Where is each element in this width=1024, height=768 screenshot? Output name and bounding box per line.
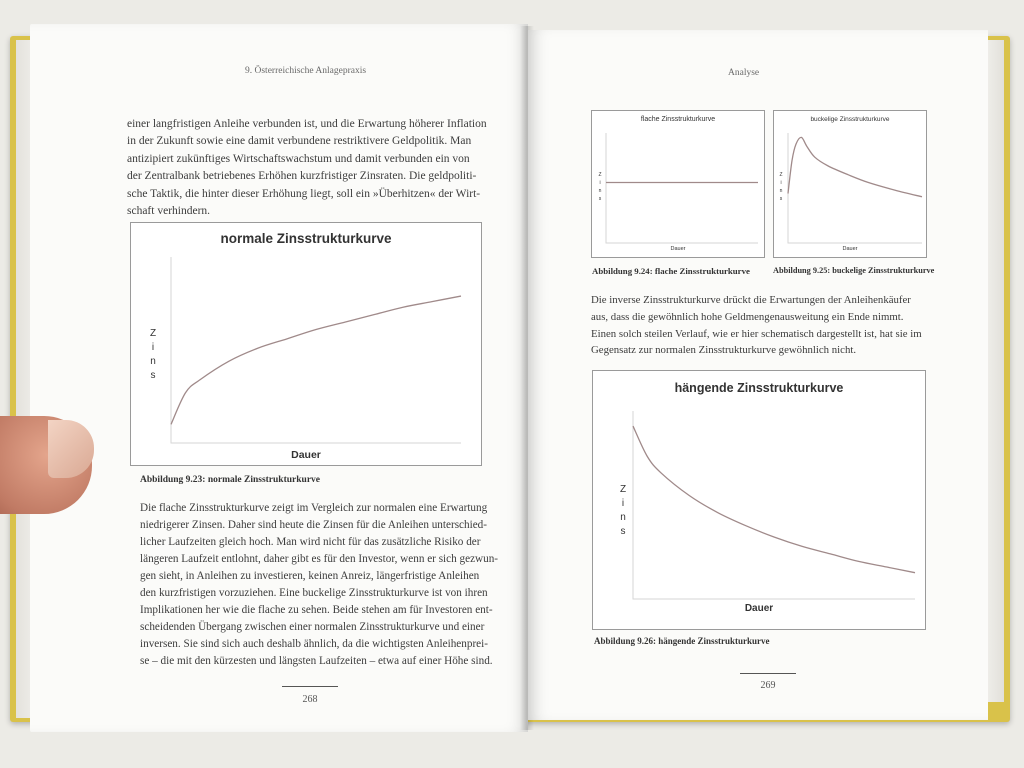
y-axis-letter: i (621, 498, 625, 509)
page-number: 269 (760, 680, 776, 691)
y-axis-letter: s (150, 370, 156, 381)
y-axis-letter: i (780, 180, 782, 186)
chart-axes (633, 411, 915, 599)
text-line: scheidenden Übergang zwischen einer normalen Zinsstrukturkurve und einer (140, 621, 485, 633)
chart-title: buckelige Zinsstrukturkurve (810, 116, 890, 123)
chart-flat (591, 110, 765, 258)
series-line (633, 426, 915, 573)
text-line: den kurzfristigen vorzuziehen. Eine buckelige Zinsstrukturkurve ist von ihren (140, 587, 488, 599)
figure-caption-inverse: Abbildung 9.26: hängende Zinsstrukturkurve (594, 636, 770, 646)
page-number-rule (740, 673, 796, 674)
y-axis-letter: s (620, 526, 626, 537)
text-line: Die flache Zinsstrukturkurve zeigt im Vergleich zur normalen eine Erwartung (140, 502, 488, 514)
paragraph-top (127, 116, 505, 220)
chart-normal (130, 222, 482, 466)
text-line: schaft verhindern. (127, 205, 211, 218)
y-axis-letter: i (599, 180, 601, 186)
y-axis-letter: n (150, 356, 156, 367)
x-axis-label: Dauer (291, 449, 321, 461)
y-axis-letter: Z (619, 484, 627, 495)
chart-plot (131, 223, 481, 465)
chart-plot (593, 371, 925, 629)
text-line: niedrigerer Zinsen. Daher sind heute die Zinsen für die Anleihen unterschied- (140, 519, 488, 531)
text-line: in der Zukunft sowie eine damit verbundene restriktivere Geldpolitik. Man (127, 135, 472, 148)
y-axis-letter: Z (598, 172, 602, 178)
figure-caption: Abbildung 9.23: normale Zinsstrukturkurve (140, 475, 321, 485)
text-line: Einen solch steilen Verlauf, wie er hier schematisch dargestellt ist, hat sie im (591, 327, 922, 340)
text-line: gen sieht, in Anleihen zu investieren, keinen Anreiz, längerfristige Anleihen (140, 570, 480, 582)
chart-plot (592, 111, 764, 257)
chart-axes (606, 133, 758, 243)
paragraph-bottom (140, 500, 514, 670)
figure-caption-flat: Abbildung 9.24: flache Zinsstrukturkurve (592, 266, 750, 276)
series-line (788, 137, 922, 196)
x-axis-label: Dauer (744, 603, 774, 614)
chart-humped (773, 110, 927, 258)
paragraph-inverse (591, 292, 925, 359)
y-axis-letter: s (779, 196, 783, 202)
text-line: licher Laufzeiten gleich hoch. Man wird nicht für das zusätzliche Risiko der (140, 536, 481, 548)
text-line: aus, dass die gewöhnlich hohe Geldmengenausweitung ein Ende nimmt. (591, 310, 904, 323)
running-head-left: 9. Österreichische Anlagepraxis (245, 66, 367, 76)
y-axis-letter: Z (149, 328, 157, 339)
y-axis-letter: i (151, 342, 155, 353)
text-line: inversen. Sie sind sich auch deshalb ähnlich, da die wichtigsten Anleihenprei- (140, 638, 488, 650)
text-line: Implikationen her wie die flache zu sehen. Beide stehen am für Investoren ent- (140, 604, 493, 616)
figure-caption-humped: Abbildung 9.25: buckelige Zinsstrukturkurve (773, 266, 935, 275)
text-line: einer langfristigen Anleihe verbunden ist, und die Erwartung höherer Inflation (127, 118, 487, 130)
page-number: 268 (302, 694, 318, 705)
text-line: sche Taktik, die hinter dieser Erhöhung liegt, soll ein »Überhitzen« der Wirt- (127, 187, 481, 200)
y-axis-letter: s (598, 196, 602, 202)
text-line: Die inverse Zinsstrukturkurve drückt die Erwartungen der Anleihenkäufer (591, 294, 911, 306)
series-line (171, 296, 461, 424)
text-line: Gegensatz zur normalen Zinsstrukturkurve gewöhnlich nicht. (591, 344, 857, 357)
right-page (528, 30, 988, 720)
text-line: längeren Laufzeit entlohnt, daher gibt es für den Investor, wenn er sich gezwun- (140, 553, 499, 565)
chart-title: normale Zinsstrukturkurve (220, 231, 392, 246)
chart-title: flache Zinsstrukturkurve (640, 116, 716, 123)
running-head-right: Analyse (728, 68, 760, 78)
y-axis-letter: n (620, 512, 626, 523)
x-axis-label: Dauer (842, 246, 858, 252)
page-number-rule (282, 686, 338, 687)
chart-title: hängende Zinsstrukturkurve (674, 381, 844, 395)
text-line: se – die mit den kürzesten und längsten Laufzeiten – etwa auf einer Höhe sind. (140, 655, 493, 667)
y-axis-letter: n (779, 188, 783, 194)
y-axis-letter: n (598, 188, 602, 194)
y-axis-letter: Z (779, 172, 783, 178)
chart-axes (171, 257, 461, 443)
text-line: antizipiert zukünftiges Wirtschaftswachstum und damit verbunden ein von (127, 152, 470, 165)
text-line: der Zentralbank betriebenes Erhöhen kurzfristiger Zinsraten. Die geldpoliti- (127, 170, 477, 183)
left-page (30, 24, 528, 732)
x-axis-label: Dauer (670, 246, 686, 252)
chart-inverse (592, 370, 926, 630)
chart-plot (774, 111, 926, 257)
